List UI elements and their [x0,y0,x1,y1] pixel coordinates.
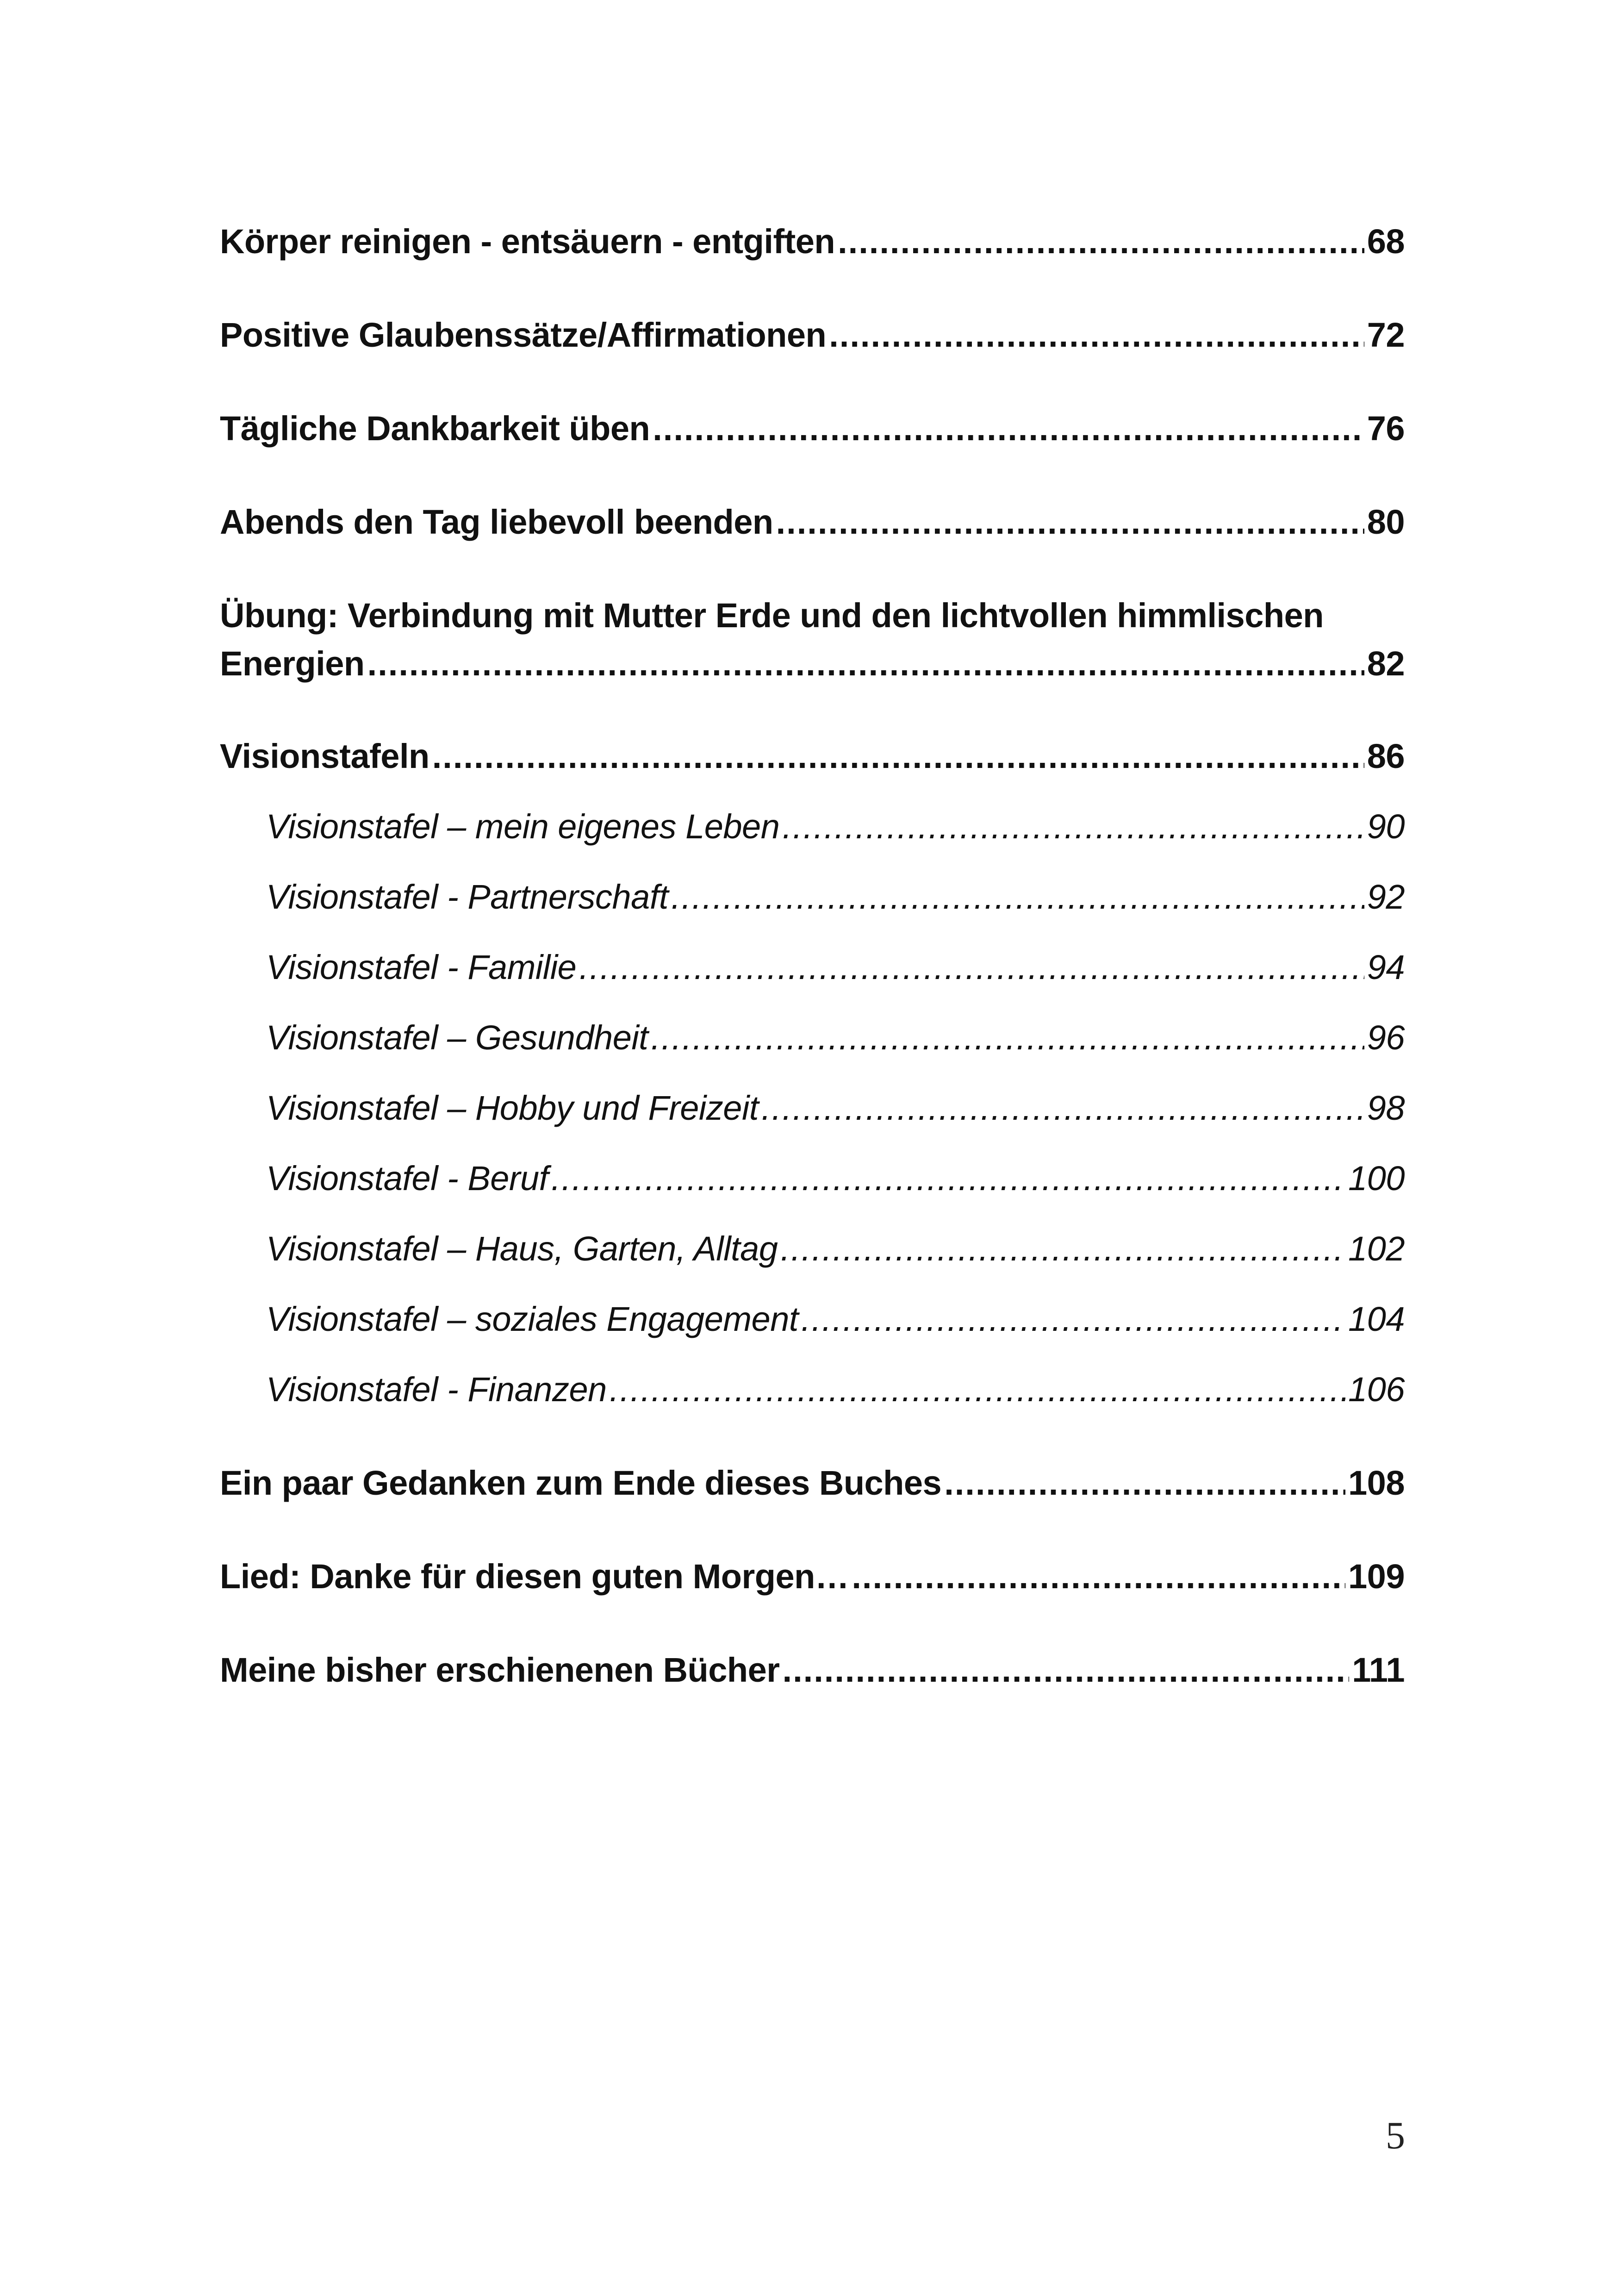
toc-entry-page: 94 [1367,948,1405,986]
toc-entry-title: Visionstafel – soziales Engagement [266,1300,798,1338]
toc-subentry [266,1154,1405,1203]
toc-entry-title-line1: Übung: Verbindung mit Mutter Erde und den lichtvollen himmlischen [220,596,1324,635]
toc-subentry [266,803,1405,851]
dot-leader [780,1225,1345,1273]
dot-leader [653,405,1364,453]
toc-entry-page: 109 [1348,1557,1405,1596]
toc-entry-page: 98 [1367,1089,1405,1127]
toc-entry-page: 76 [1367,409,1405,448]
toc-entry-title: Visionstafel - Beruf [266,1159,548,1198]
toc-entry-page: 106 [1348,1370,1405,1409]
toc-entry-title: Visionstafeln [220,737,429,775]
toc-entry [220,405,1405,453]
dot-leader [783,1646,1350,1694]
dot-leader [579,943,1364,992]
toc-entry-title: Abends den Tag liebevoll beenden [220,503,773,541]
dot-leader [671,873,1364,921]
toc-entry-title: Visionstafel - Finanzen [266,1370,607,1409]
toc-entry-title: Visionstafel – mein eigenes Leben [266,807,780,846]
toc-subentry [266,943,1405,992]
toc-subentry [266,1366,1405,1414]
toc-entry-page: 90 [1367,807,1405,846]
toc-entry [220,218,1405,266]
toc-entry-page: 82 [1367,644,1405,683]
toc-entry-page: 104 [1348,1300,1405,1338]
dot-leader [776,498,1364,546]
dot-leader [838,218,1364,266]
dot-leader [944,1459,1345,1507]
toc-entry-title: Visionstafel - Partnerschaft [266,878,668,916]
toc-entry [220,311,1405,359]
dot-leader [367,640,1364,688]
toc-entry-title: Visionstafel – Haus, Garten, Alltag [266,1229,778,1268]
dot-leader [432,732,1364,780]
dot-leader [801,1295,1345,1343]
toc-entry-title: Visionstafel - Familie [266,948,577,986]
toc-entry-page: 111 [1352,1651,1405,1689]
toc-entry-page: 100 [1348,1159,1405,1198]
toc-subentry [266,1295,1405,1343]
toc-entry-page: 96 [1367,1018,1405,1057]
dot-leader [761,1084,1364,1132]
toc-entry [220,732,1405,780]
dot-leader [829,311,1364,359]
toc-subentry [266,1084,1405,1132]
toc-entry-page: 68 [1367,222,1405,261]
toc-entry [220,1553,1405,1601]
toc-entry-title: Energien [220,644,365,683]
toc-entry-title: Meine bisher erschienenen Bücher [220,1651,780,1689]
dot-leader [782,803,1364,851]
toc-entry-title: Tägliche Dankbarkeit üben [220,409,650,448]
dot-leader [852,1553,1345,1601]
toc-entry-title: Körper reinigen - entsäuern - entgiften [220,222,835,261]
toc-entry [220,498,1405,546]
toc-entry-page: 72 [1367,316,1405,354]
toc-subentry [266,1225,1405,1273]
toc-entry-title: Visionstafel – Hobby und Freizeit [266,1089,759,1127]
toc-entry-title: Visionstafel – Gesundheit [266,1018,648,1057]
toc-subentry [266,1014,1405,1062]
toc-entry-page: 80 [1367,503,1405,541]
toc-entry [220,592,1405,688]
toc-subentry [266,873,1405,921]
toc-entry-page: 86 [1367,737,1405,775]
dot-leader [651,1014,1364,1062]
toc-entry-page: 92 [1367,878,1405,916]
dot-leader [610,1366,1345,1414]
toc-entry [220,1646,1405,1694]
dot-leader [551,1154,1345,1203]
toc-entry-page: 102 [1348,1229,1405,1268]
toc-entry-title: Positive Glaubenssätze/Affirmationen [220,316,827,354]
page-number: 5 [1386,2114,1405,2157]
toc-entry [220,1459,1405,1507]
toc-entry-page: 108 [1348,1464,1405,1502]
toc-entry-title: Ein paar Gedanken zum Ende dieses Buches [220,1464,942,1502]
toc-entry-title: Lied: Danke für diesen guten Morgen… [220,1557,849,1596]
